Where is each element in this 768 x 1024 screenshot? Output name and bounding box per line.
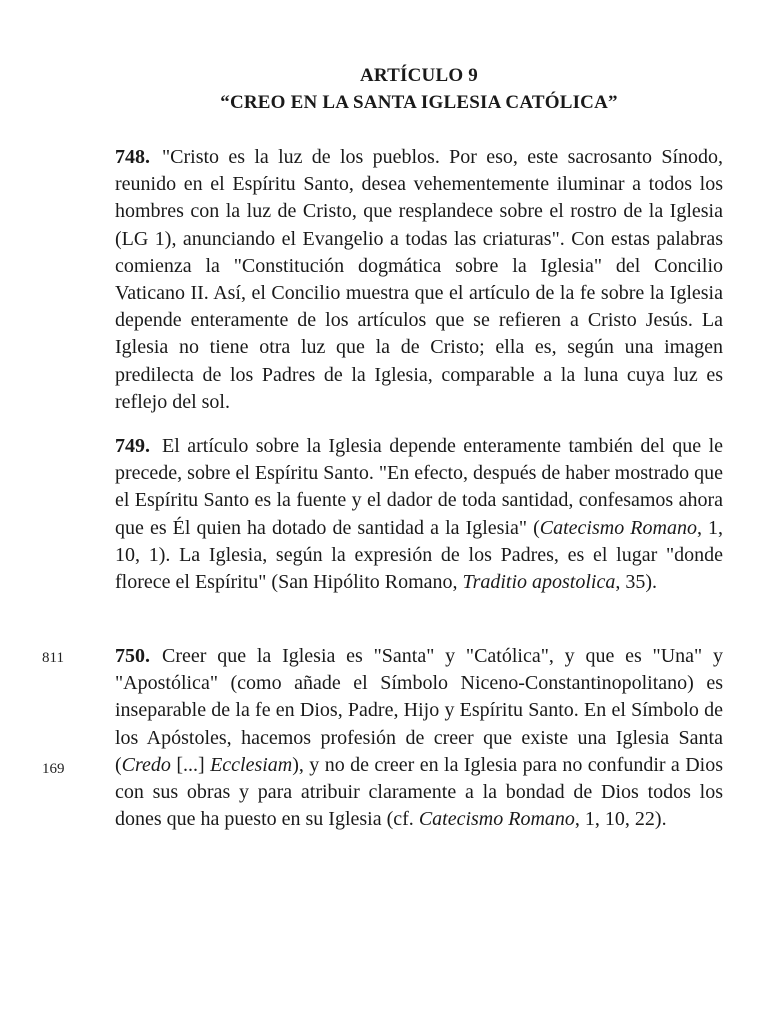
- citation-title: Catecismo Romano: [539, 516, 697, 539]
- article-heading: ARTÍCULO 9: [360, 65, 478, 86]
- citation-title: Ecclesiam: [210, 753, 293, 776]
- citation-title: Catecismo Romano: [418, 808, 575, 831]
- paragraph-748: [115, 144, 723, 416]
- paragraph-text: , 1, 10, 1). La Iglesia, según la expresión de los Padres, es el lugar "donde florece el Espíritu" (San Hipólito Romano,: [115, 516, 724, 594]
- paragraph-750: [115, 643, 723, 833]
- paragraph-number: 749.: [115, 435, 150, 457]
- paragraph-text: Creer que la Iglesia es "Santa" y "Católica", y que es "Una" y "Apostólica" (como añade el Símbolo Niceno-Constantinopolitano) es inseparable de la fe en Dios, Padre, Hijo y Espíritu Santo. En el Símbolo de los Apóstoles, hacemos profesión de creer que existe una Iglesia Santa (: [115, 645, 723, 776]
- paragraph-text: El artículo sobre la Iglesia depende enteramente también del que le precede, sobre el Espíritu Santo. "En efecto, después de haber mostrado que el Espíritu Santo es la fuente y el dador de toda santidad, confesamos ahora que es Él quien ha dotado de santidad a la Iglesia" (: [115, 435, 723, 539]
- paragraph-text: [...]: [170, 753, 211, 776]
- paragraph-749: [115, 433, 723, 596]
- margin-cross-reference: 169: [42, 761, 65, 777]
- paragraph-text: ), y no de creer en la Iglesia para no confundir a Dios con sus obras y para atribuir claramente a la bondad de Dios todos los dones que ha puesto en su Iglesia (cf.: [115, 753, 723, 831]
- paragraph-text: "Cristo es la luz de los pueblos. Por eso, este sacrosanto Sínodo, reunido en el Espíritu Santo, desea vehementemente iluminar a todos los hombres con la luz de Cristo, que resplandece sobre el rostro de la Iglesia (LG 1), anunciando el Evangelio a todas las criaturas". Con estas palabras comienza la "Constitución dogmática sobre la Iglesia" del Concilio Vaticano II. Así, el Concilio muestra que el artículo de la fe sobre la Iglesia depende enteramente de los artículos que se refieren a Cristo Jesús. La Iglesia no tiene otra luz que la de Cristo; ella es, según una imagen predilecta de los Padres de la Iglesia, comparable a la luna cuya luz es reflejo del sol.: [115, 146, 723, 413]
- citation-title: Credo: [121, 753, 171, 776]
- paragraph-text: , 35).: [615, 571, 658, 594]
- article-title: “CREO EN LA SANTA IGLESIA CATÓLICA”: [220, 92, 618, 113]
- paragraph-number: 750.: [115, 645, 150, 667]
- paragraph-number: 748.: [115, 146, 150, 168]
- citation-title: Traditio apostolica: [462, 571, 616, 594]
- paragraph-text: , 1, 10, 22).: [574, 808, 667, 831]
- margin-cross-reference: 811: [42, 650, 64, 666]
